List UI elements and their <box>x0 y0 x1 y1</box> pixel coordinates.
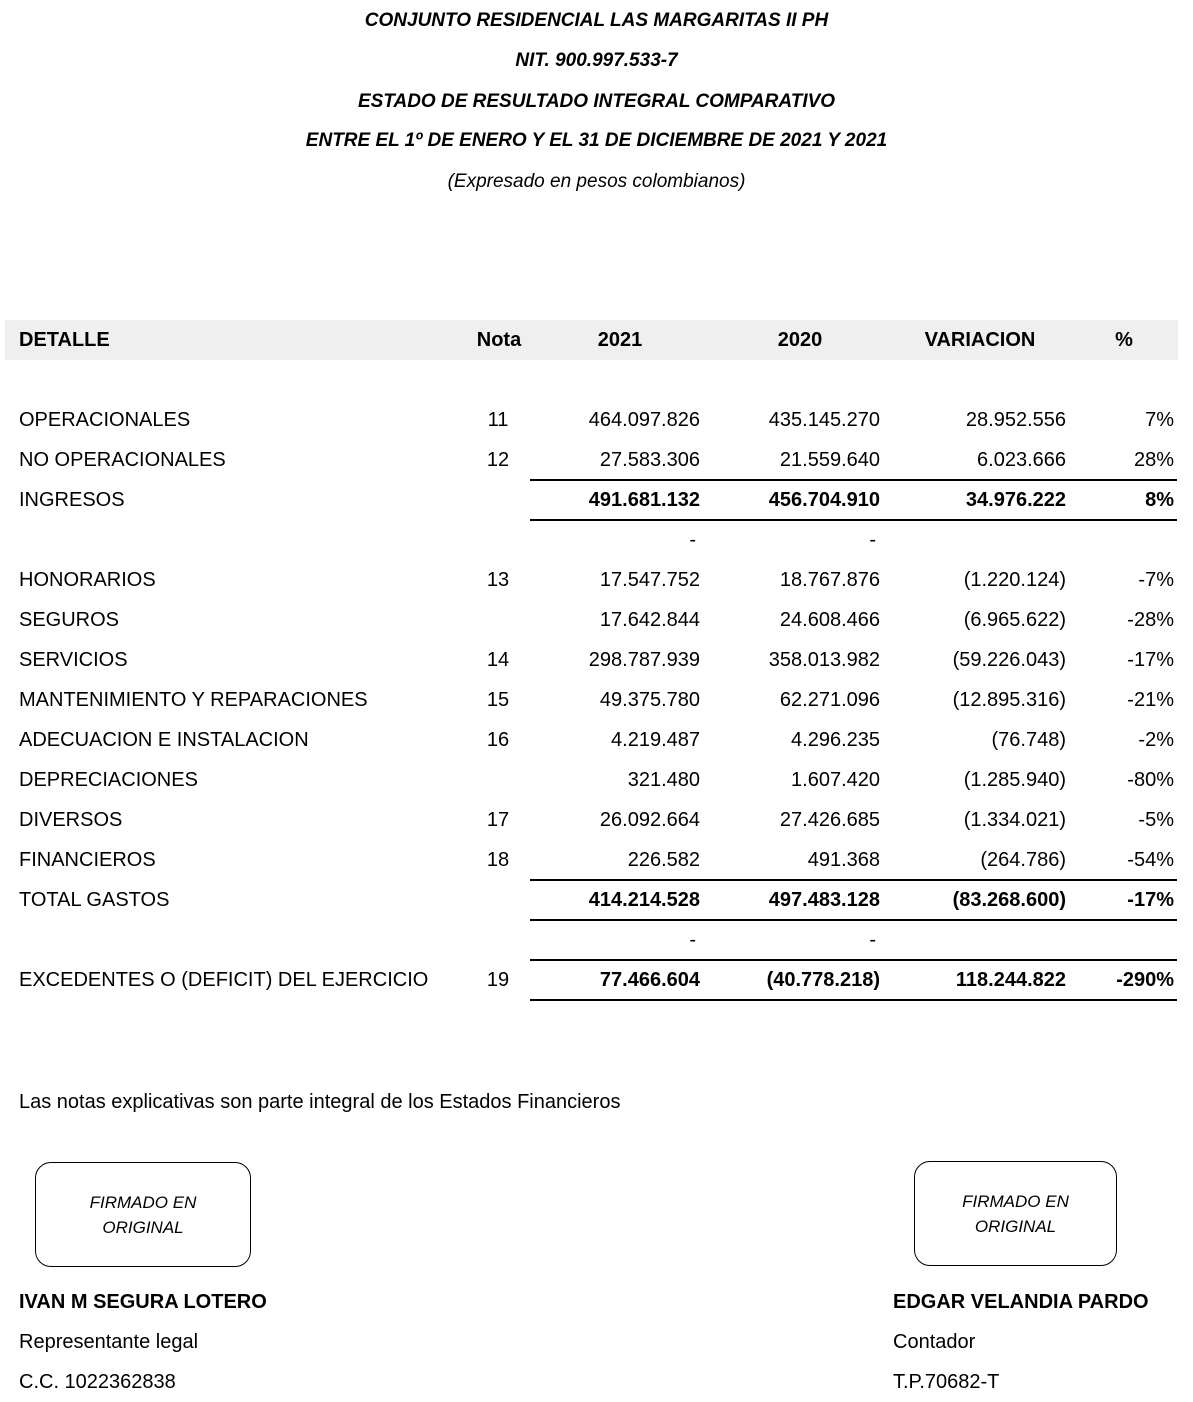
cell-nota: 18 <box>486 849 510 871</box>
stamp-text: ORIGINAL <box>974 1216 1057 1236</box>
column-header-nota: Nota <box>476 329 522 351</box>
cell-pct: -21% <box>1127 689 1174 711</box>
cell-detalle: ADECUACION E INSTALACION <box>19 729 309 751</box>
cell-detalle: MANTENIMIENTO Y REPARACIONES <box>19 689 368 711</box>
cell-y2020: 27.426.685 <box>779 809 880 831</box>
cell-pct: -7% <box>1138 569 1174 591</box>
cell-nota: 12 <box>486 449 510 471</box>
cell-detalle: EXCEDENTES O (DEFICIT) DEL EJERCICIO <box>19 969 429 991</box>
cell-pct: -17% <box>1127 649 1174 671</box>
cell-detalle: DIVERSOS <box>19 809 123 831</box>
cell-detalle: INGRESOS <box>19 489 125 511</box>
column-header-detalle: DETALLE <box>19 329 110 351</box>
signer-role-right: Contador <box>893 1331 976 1353</box>
stamp-text: FIRMADO EN <box>89 1192 197 1212</box>
total-rule-line <box>530 919 1177 921</box>
cell-variacion: (59.226.043) <box>952 649 1066 671</box>
cell-y2021: 4.219.487 <box>611 729 700 751</box>
cell-y2020: 24.608.466 <box>779 609 880 631</box>
cell-nota: 14 <box>486 649 510 671</box>
cell-detalle: SEGUROS <box>19 609 120 631</box>
cell-detalle: HONORARIOS <box>19 569 156 591</box>
total-rule-line <box>530 479 1177 481</box>
cell-y2020: 18.767.876 <box>779 569 880 591</box>
cell-pct: -17% <box>1127 889 1174 911</box>
cell-y2021: 17.547.752 <box>599 569 700 591</box>
statement-period: ENTRE EL 1º DE ENERO Y EL 31 DE DICIEMBRE DE 2021 Y 2021 <box>305 130 888 151</box>
signer-id-left: C.C. 1022362838 <box>19 1371 176 1393</box>
cell-variacion: 34.976.222 <box>965 489 1066 511</box>
cell-pct: -80% <box>1127 769 1174 791</box>
signer-id-right: T.P.70682-T <box>893 1371 1000 1393</box>
cell-detalle: OPERACIONALES <box>19 409 191 431</box>
cell-variacion: (1.220.124) <box>963 569 1066 591</box>
cell-pct: 7% <box>1145 409 1174 431</box>
cell-detalle: NO OPERACIONALES <box>19 449 226 471</box>
cell-y2020: 491.368 <box>807 849 880 871</box>
cell-variacion: (76.748) <box>991 729 1066 751</box>
company-name: CONJUNTO RESIDENCIAL LAS MARGARITAS II PH <box>364 10 829 31</box>
cell-pct: -5% <box>1138 809 1174 831</box>
column-header-pct: % <box>1115 329 1133 351</box>
cell-y2020: 497.483.128 <box>768 889 880 911</box>
signer-name-right: EDGAR VELANDIA PARDO <box>893 1291 1149 1313</box>
cell-pct: -28% <box>1127 609 1174 631</box>
cell-variacion: 28.952.556 <box>965 409 1066 431</box>
cell-nota: 19 <box>486 969 510 991</box>
signer-role-left: Representante legal <box>19 1331 199 1353</box>
nit: NIT. 900.997.533-7 <box>515 50 678 71</box>
cell-nota: 16 <box>486 729 510 751</box>
cell-y2020: 62.271.096 <box>779 689 880 711</box>
signature-stamp-right <box>914 1161 1117 1266</box>
cell-pct: -290% <box>1116 969 1174 991</box>
cell-y2021: 27.583.306 <box>599 449 700 471</box>
cell-nota: 13 <box>486 569 510 591</box>
total-rule-line <box>530 519 1177 521</box>
cell-variacion: (264.786) <box>980 849 1066 871</box>
currency-note: (Expresado en pesos colombianos) <box>447 171 746 192</box>
column-header-2020: 2020 <box>777 329 823 351</box>
column-header-2021: 2021 <box>597 329 643 351</box>
cell-variacion: (1.285.940) <box>963 769 1066 791</box>
cell-y2021: 49.375.780 <box>599 689 700 711</box>
cell-nota: 15 <box>486 689 510 711</box>
cell-y2020: 21.559.640 <box>779 449 880 471</box>
cell-variacion: (83.268.600) <box>952 889 1066 911</box>
cell-detalle: SERVICIOS <box>19 649 128 671</box>
cell-variacion: (12.895.316) <box>952 689 1066 711</box>
total-rule-line <box>530 959 1177 961</box>
cell-y2021: 298.787.939 <box>588 649 700 671</box>
stamp-text: ORIGINAL <box>102 1217 184 1237</box>
cell-y2020: 456.704.910 <box>768 489 880 511</box>
cell-y2021: - <box>689 529 696 551</box>
cell-pct: -54% <box>1127 849 1174 871</box>
cell-nota: 17 <box>486 809 510 831</box>
cell-detalle: FINANCIEROS <box>19 849 156 871</box>
cell-y2020: 435.145.270 <box>768 409 880 431</box>
cell-variacion: 6.023.666 <box>977 449 1066 471</box>
cell-y2021: 414.214.528 <box>588 889 700 911</box>
signer-name-left: IVAN M SEGURA LOTERO <box>19 1291 267 1313</box>
cell-y2020: - <box>869 529 876 551</box>
cell-y2020: 358.013.982 <box>768 649 880 671</box>
cell-y2021: 464.097.826 <box>588 409 700 431</box>
cell-variacion: (1.334.021) <box>963 809 1066 831</box>
cell-y2021: 26.092.664 <box>599 809 700 831</box>
statement-title: ESTADO DE RESULTADO INTEGRAL COMPARATIVO <box>357 91 836 112</box>
cell-y2020: - <box>869 929 876 951</box>
stamp-text: FIRMADO EN <box>962 1191 1069 1211</box>
cell-y2021: 321.480 <box>627 769 700 791</box>
cell-variacion: 118.244.822 <box>955 969 1066 991</box>
footnote: Las notas explicativas son parte integral de los Estados Financieros <box>19 1091 621 1113</box>
cell-pct: -2% <box>1138 729 1174 751</box>
cell-y2021: 17.642.844 <box>599 609 700 631</box>
cell-y2020: (40.778.218) <box>766 969 880 991</box>
cell-pct: 8% <box>1145 489 1174 511</box>
cell-y2020: 4.296.235 <box>791 729 880 751</box>
cell-y2021: - <box>689 929 696 951</box>
cell-detalle: TOTAL GASTOS <box>19 889 170 911</box>
total-rule-line <box>530 999 1177 1001</box>
cell-y2021: 77.466.604 <box>599 969 700 991</box>
cell-y2021: 491.681.132 <box>588 489 700 511</box>
signature-stamp-left <box>35 1162 251 1267</box>
cell-variacion: (6.965.622) <box>963 609 1066 631</box>
cell-y2020: 1.607.420 <box>791 769 880 791</box>
cell-pct: 28% <box>1133 449 1174 471</box>
total-rule-line <box>530 879 1177 881</box>
cell-y2021: 226.582 <box>627 849 700 871</box>
cell-nota: 11 <box>487 409 509 431</box>
column-header-variacion: VARIACION <box>924 329 1036 351</box>
cell-detalle: DEPRECIACIONES <box>19 769 198 791</box>
